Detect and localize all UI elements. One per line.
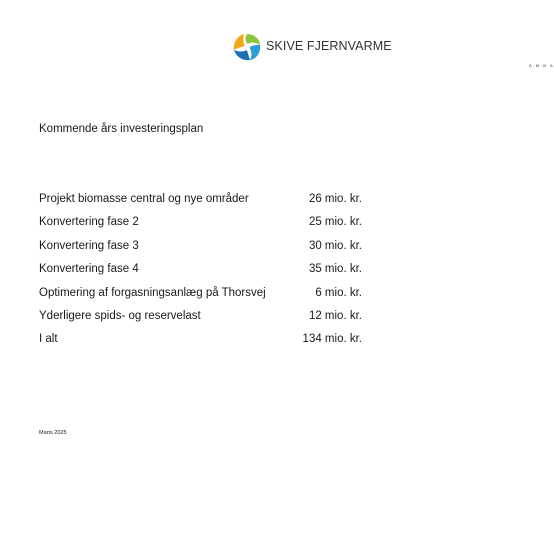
investment-label: Projekt biomasse central og nye områder — [39, 193, 249, 205]
investment-row — [39, 240, 362, 263]
investment-row — [39, 287, 362, 310]
page-title: Kommende års investeringsplan — [39, 123, 204, 135]
investment-amount: 12 mio. kr. — [308, 309, 362, 322]
investment-label: Yderligere spids- og reservelast — [39, 309, 201, 322]
investment-row — [39, 216, 362, 239]
investment-amount: 6 mio. kr. — [315, 286, 362, 299]
investment-amount: 26 mio. kr. — [308, 193, 362, 205]
investment-label: Konvertering fase 4 — [39, 263, 139, 276]
investment-list — [39, 193, 362, 357]
company-logo — [232, 30, 554, 68]
document-date: Marts 2025 — [39, 430, 67, 436]
total-amount: 134 mio. kr. — [302, 333, 362, 346]
investment-label: Konvertering fase 3 — [39, 239, 139, 252]
investment-row — [39, 263, 362, 286]
investment-label: Konvertering fase 2 — [39, 216, 139, 229]
investment-label: Optimering af forgasningsanlæg på Thorsvej — [39, 286, 266, 299]
investment-row — [39, 310, 362, 333]
investment-amount: 25 mio. kr. — [308, 216, 362, 229]
total-label: I alt — [39, 333, 58, 346]
investment-amount: 35 mio. kr. — [308, 263, 362, 276]
total-row — [39, 333, 362, 356]
logo-amba-text: A.M.B.A — [529, 63, 554, 68]
skive-fjernvarme-logo-icon — [232, 32, 262, 62]
investment-amount: 30 mio. kr. — [308, 239, 362, 252]
investment-row — [39, 193, 362, 216]
logo-brand-name: SKIVE FJERNVARME — [266, 39, 392, 53]
